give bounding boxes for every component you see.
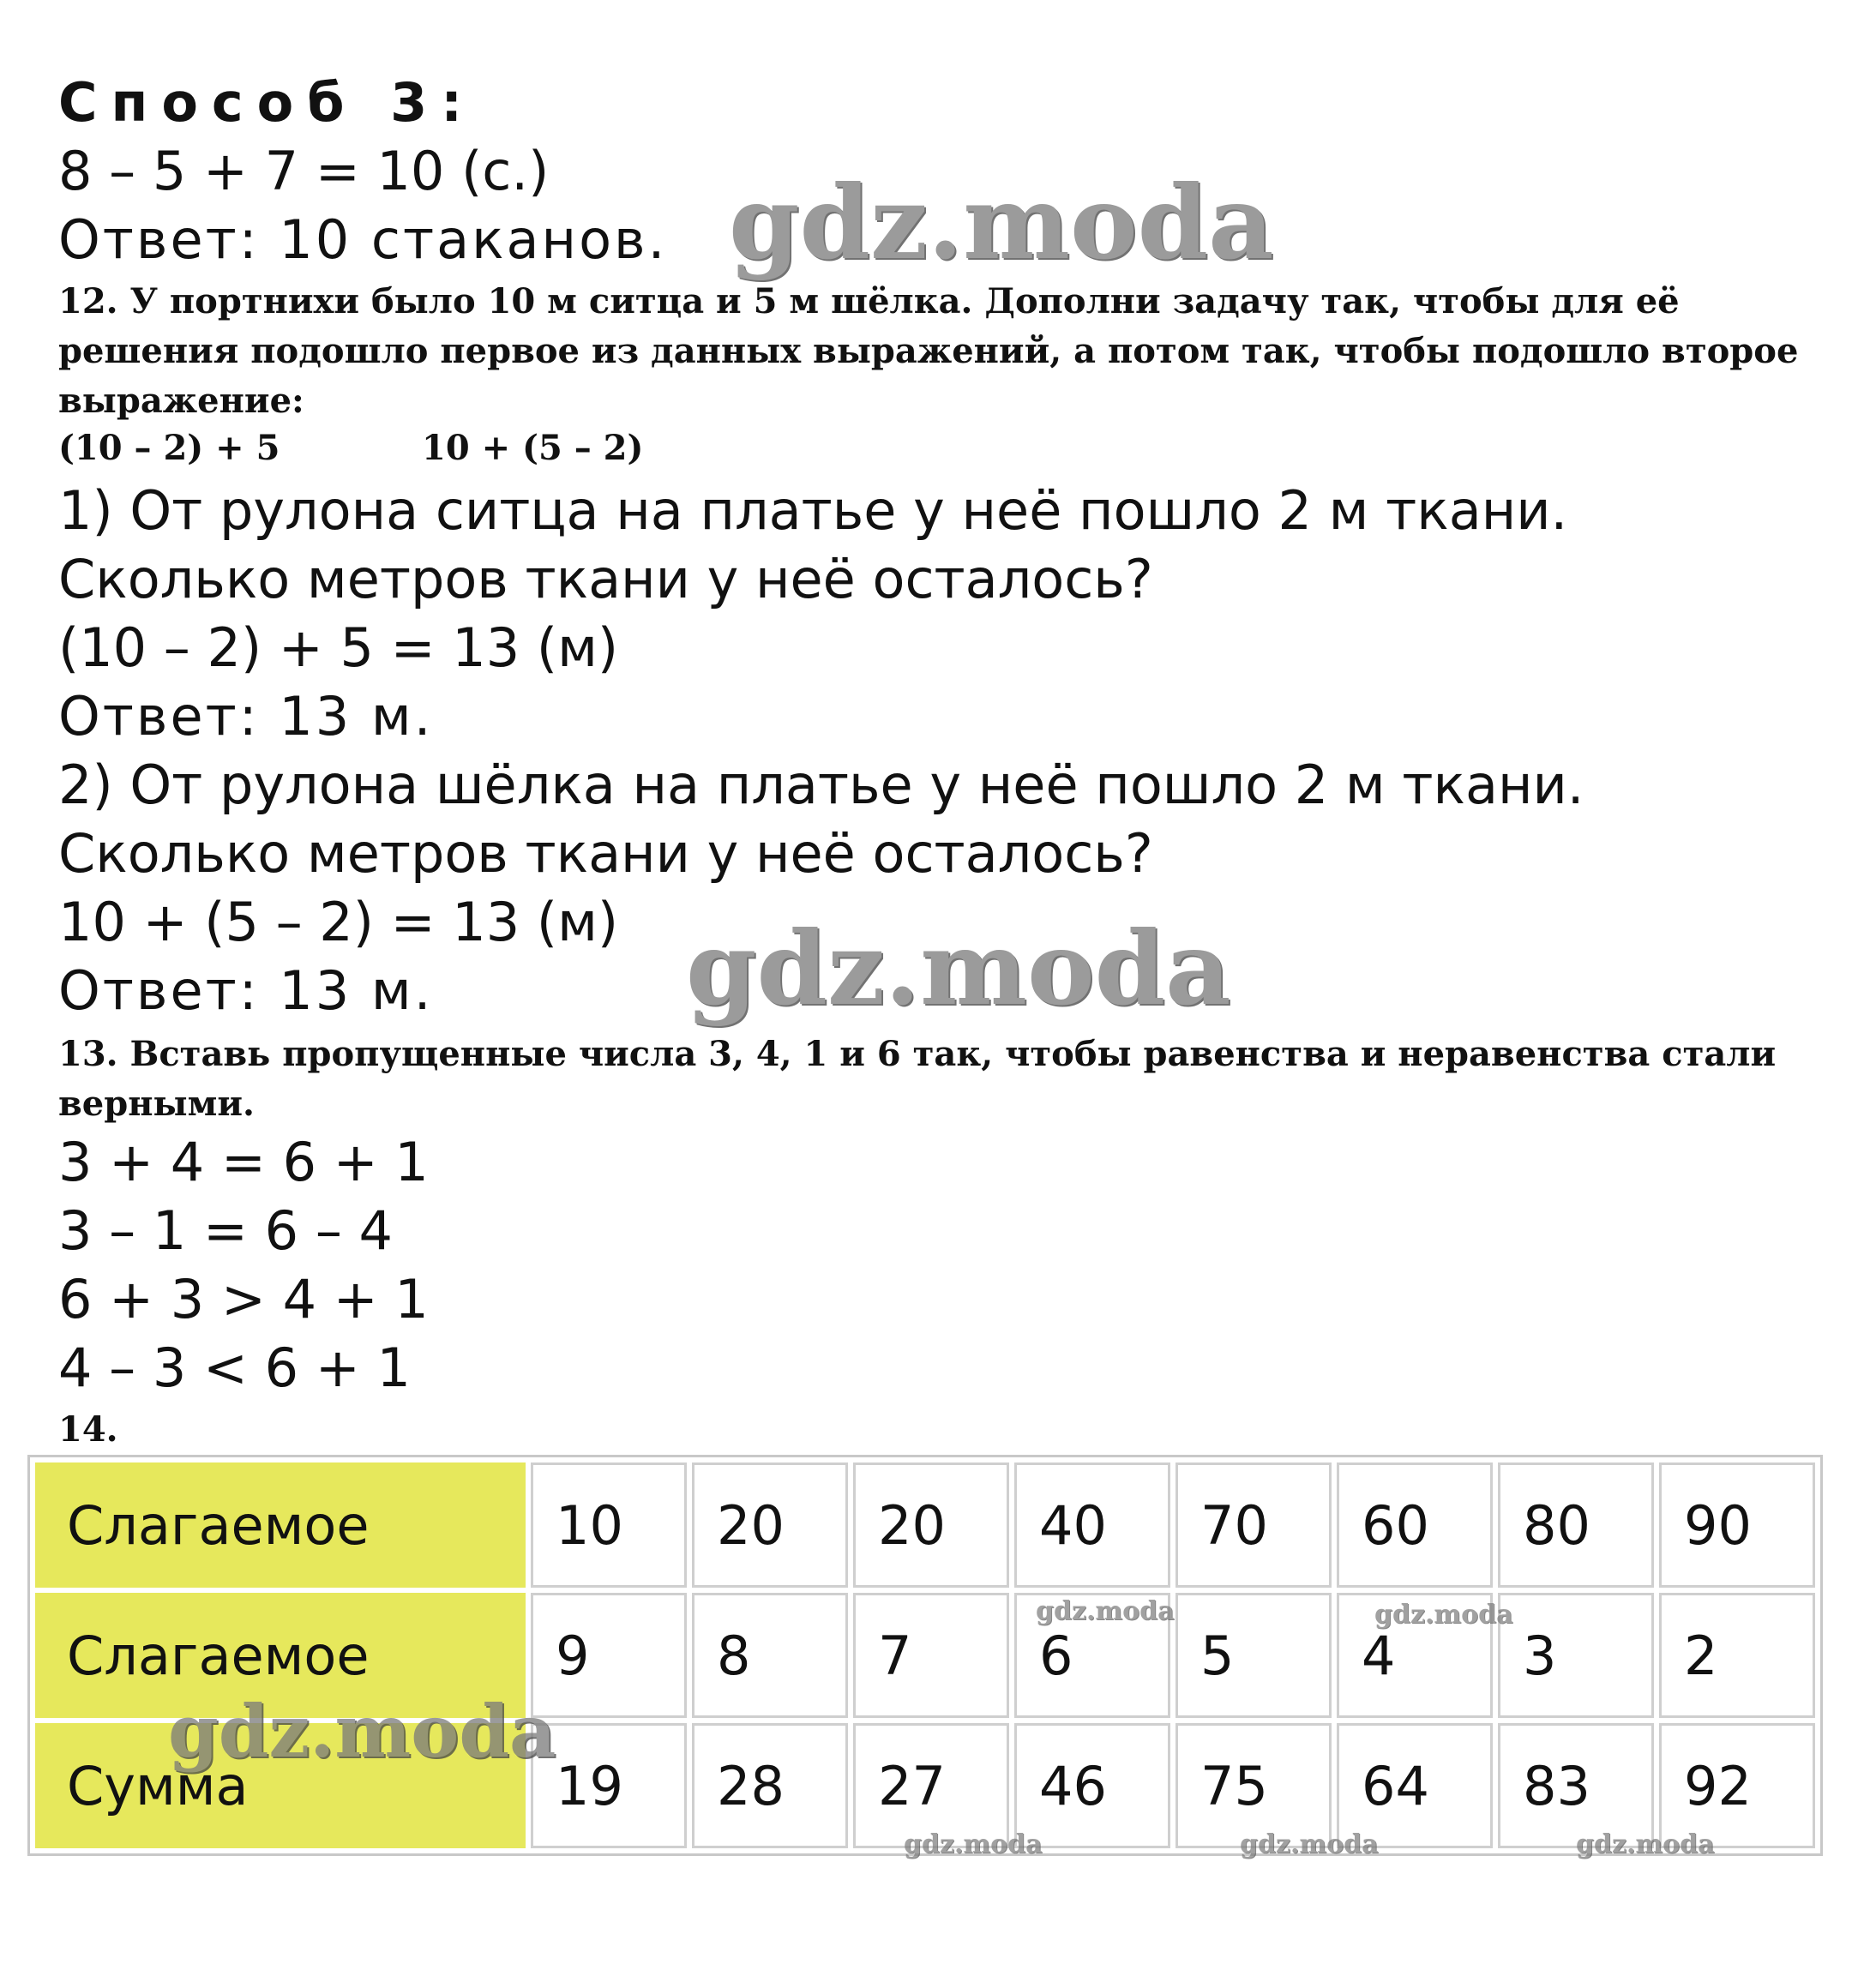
- table-cell: 9: [531, 1593, 687, 1718]
- table-cell: 27: [853, 1723, 1009, 1848]
- task12-part1-answer: Ответ: 13 м.: [58, 685, 434, 748]
- task13-equation2: 3 – 1 = 6 – 4: [58, 1199, 393, 1262]
- table-cell: 6: [1014, 1593, 1170, 1718]
- task14-label: 14.: [58, 1409, 118, 1450]
- table-cell: 46: [1014, 1723, 1170, 1848]
- task12-text-line1: 12. У портнихи было 10 м ситца и 5 м шёлка. Дополни задачу так, чтобы для её: [58, 281, 1680, 321]
- watermark: gdz.moda: [1036, 1596, 1175, 1626]
- table-cell: 70: [1176, 1462, 1332, 1588]
- task12-expression2: 10 + (5 – 2): [422, 428, 644, 468]
- method-heading: Способ 3:: [58, 71, 477, 134]
- task13-text-line1: 13. Вставь пропущенные числа 3, 4, 1 и 6 так, чтобы равенства и неравенства стали: [58, 1034, 1777, 1074]
- table-cell: 19: [531, 1723, 687, 1848]
- task14-table: [27, 1455, 1823, 1856]
- table-cell: 20: [692, 1462, 848, 1588]
- table-cell: 3: [1498, 1593, 1654, 1718]
- task13-text-line2: верными.: [58, 1084, 255, 1124]
- task12-part2-line2: Сколько метров ткани у неё осталось?: [58, 822, 1153, 885]
- task12-part1-line2: Сколько метров ткани у неё осталось?: [58, 548, 1153, 610]
- table-cell: 80: [1498, 1462, 1654, 1588]
- table-cell: 2: [1659, 1593, 1815, 1718]
- row-header-addend2: Слагаемое: [35, 1593, 526, 1718]
- task12-part2-expression: 10 + (5 – 2) = 13 (м): [58, 891, 619, 953]
- method3-expression: 8 – 5 + 7 = 10 (с.): [58, 140, 550, 202]
- table-cell: 10: [531, 1462, 687, 1588]
- row-header-addend1: Слагаемое: [35, 1462, 526, 1588]
- watermark: gdz.moda: [729, 163, 1274, 282]
- table-row: [35, 1462, 1815, 1588]
- table-cell: 64: [1337, 1723, 1493, 1848]
- table-cell: 75: [1176, 1723, 1332, 1848]
- task12-part1-expression: (10 – 2) + 5 = 13 (м): [58, 616, 619, 679]
- task12-text-line2: решения подошло первое из данных выражений, а потом так, чтобы подошло второе: [58, 331, 1799, 371]
- watermark: gdz.moda: [686, 909, 1231, 1028]
- table-cell: 5: [1176, 1593, 1332, 1718]
- table-cell: 8: [692, 1593, 848, 1718]
- table-cell: 92: [1659, 1723, 1815, 1848]
- task13-equation3: 6 + 3 > 4 + 1: [58, 1268, 429, 1330]
- table-cell: 4: [1337, 1593, 1493, 1718]
- task13-equation1: 3 + 4 = 6 + 1: [58, 1131, 429, 1193]
- task12-expression1: (10 – 2) + 5: [58, 428, 280, 468]
- task12-text-line3: выражение:: [58, 381, 304, 421]
- task12-part2-answer: Ответ: 13 м.: [58, 959, 434, 1022]
- table-cell: 83: [1498, 1723, 1654, 1848]
- table-cell: 20: [853, 1462, 1009, 1588]
- method3-answer: Ответ: 10 стаканов.: [58, 208, 668, 271]
- watermark: gdz.moda: [168, 1689, 556, 1774]
- table-cell: 7: [853, 1593, 1009, 1718]
- table-cell: 28: [692, 1723, 848, 1848]
- table-cell: 60: [1337, 1462, 1493, 1588]
- task12-part1-line1: 1) От рулона ситца на платье у неё пошло 2 м ткани.: [58, 479, 1568, 542]
- task12-part2-line1: 2) От рулона шёлка на платье у неё пошло 2 м ткани.: [58, 754, 1584, 816]
- table-cell: 90: [1659, 1462, 1815, 1588]
- table-cell: 40: [1014, 1462, 1170, 1588]
- watermark: gdz.moda: [1374, 1600, 1513, 1630]
- task13-equation4: 4 – 3 < 6 + 1: [58, 1336, 411, 1399]
- watermark: gdz.moda: [904, 1829, 1043, 1859]
- watermark: gdz.moda: [1240, 1829, 1379, 1859]
- watermark: gdz.moda: [1576, 1829, 1715, 1859]
- row-header-sum: Сумма: [35, 1723, 526, 1848]
